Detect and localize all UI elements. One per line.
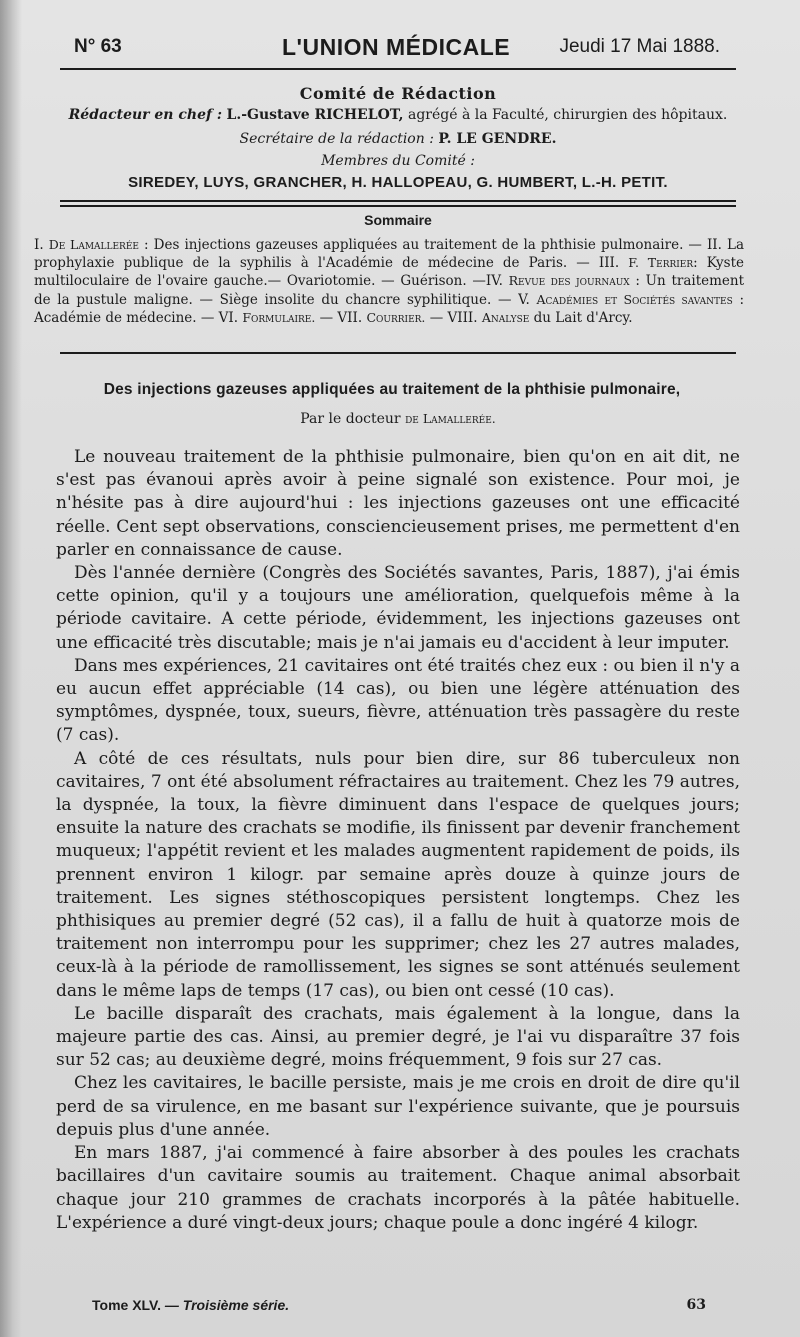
article-paragraph: En mars 1887, j'ai commencé à faire absorber à des poules les crachats bacillaires d'un cavitaire soumis au traitement. Chaque animal absorbait chaque jour 210 grammes de crachats incorporés à la pâtée habituelle. L'expérience a duré vingt-deux jours; chaque poule a donc ingéré 4 kilogr. [56, 1143, 740, 1233]
page-edge-shadow [0, 0, 22, 1337]
byline-prefix: Par le docteur [300, 411, 401, 427]
committee-members-label: Membres du Comité : [321, 153, 475, 169]
committee-members-names: SIREDEY, LUYS, GRANCHER, H. HALLOPEAU, G. HUMBERT, L.-H. PETIT. [128, 174, 668, 191]
committee-rule-2 [60, 205, 736, 207]
article-byline [56, 411, 740, 427]
article-title: Des injections gazeuses appliquées au traitement de la phthisie pulmonaire, [103, 381, 681, 398]
committee-secretary-line [56, 131, 740, 147]
summary-item-2: — II. La prophylaxie publique de la syphilis à l'Académie de médecine de Paris. [34, 237, 745, 272]
summary-item-5: — V. Académies et Sociétés savantes : Académie de médecine. [34, 291, 745, 326]
summary-item-8: — VIII. Analyse du Lait d'Arcy. [429, 309, 633, 326]
running-header [56, 36, 740, 66]
chief-label: Rédacteur en chef : [68, 107, 223, 123]
committee-chief-line [56, 107, 740, 123]
article-paragraph: Le bacille disparaît des crachats, mais également à la longue, dans la majeure partie des cas. Ainsi, au premier degré, je l'ai vu disparaître 37 fois sur 52 cas; au deuxième degré, moins fréquemment, 9 fois sur 27 cas. [56, 1003, 740, 1071]
summary-item-6: — VI. Formulaire. [200, 309, 316, 326]
issue-date: Jeudi 17 Mai 1888. [559, 36, 720, 57]
article-paragraph: A côté de ces résultats, nuls pour bien dire, sur 86 tuberculeux non cavitaires, 7 ont été absolument réfractaires au traitement. Chez les 79 autres, la dyspnée, la toux, la fièvre diminuent dans l'espace de quelques jours; ensuite la nature des crachats se modifie, ils finissent par devenir franchement muqueux; l'appétit revient et les malades augmentent rapidement de poids, ils prennent environ 1 kilogr. par semaine après douze à quinze jours de traitement. Les signes stéthoscopiques persistent longtemps. Chez les phthisiques au premier degré (52 cas), il a fallu de huit à quatorze mois de traitement non interrompu pour les supprimer; chez les 27 autres malades, ceux-là à la période de ramollissement, les signes se sont atténués seulement dans le même laps de temps (17 cas), ou bien ont cessé (10 cas). [56, 748, 740, 1001]
summary-item-1: I. De Lamallerée : Des injections gazeuses appliquées au traitement de la phthisie pulmonaire. [34, 237, 684, 253]
summary-title: Sommaire [364, 212, 432, 228]
summary-body [34, 236, 744, 327]
chief-description: agrégé à la Faculté, chirurgien des hôpitaux. [407, 107, 728, 123]
issue-number: N° 63 [74, 36, 122, 57]
secretary-label: Secrétaire de la rédaction : [239, 131, 434, 147]
article-paragraph: Le nouveau traitement de la phthisie pulmonaire, bien qu'on en ait dit, ne s'est pas évanoui après avoir à peine signalé son existence. Pour moi, je n'hésite pas à dire aujourd'hui : les injections gazeuses ont une efficacité réelle. Cent sept observations, consciencieusement prises, me permettent d'en parler en connaissance de cause. [56, 447, 740, 560]
page-number: 63 [686, 1297, 706, 1313]
journal-title: L'UNION MÉDICALE [282, 34, 511, 60]
summary-item-7: — VII. Courrier. [319, 309, 426, 326]
footer-series: — Troisième série. [164, 1297, 290, 1313]
summary-item-3: — III. F. Terrier: Kyste multiloculaire de l'ovaire gauche.— Ovariotomie. — Guérison. [34, 255, 745, 290]
article-paragraph: Chez les cavitaires, le bacille persiste, mais je me crois en droit de dire qu'il perd de sa virulence, en me basant sur l'expérience suivante, que je poursuis depuis plus d'une année. [56, 1073, 740, 1140]
article-paragraph: Dans mes expériences, 21 cavitaires ont été traités chez eux : ou bien il n'y a eu aucun effet appréciable (14 cas), ou bien une légère atténuation des symptômes, dyspnée, toux, sueurs, fièvre, atténuation très passagère du reste (7 cas). [56, 655, 740, 746]
committee-rule-1 [60, 200, 736, 202]
footer-volume: Tome XLV. — Troisième série. [92, 1297, 290, 1313]
summary-rule [60, 352, 736, 354]
chief-name: L.-Gustave RICHELOT, [226, 107, 404, 123]
summary-item-4: —IV. Revue des journaux : Un traitement de la pustule maligne. — Siège insolite du chancre syphilitique. [34, 273, 745, 308]
secretary-name: P. LE GENDRE. [438, 131, 557, 147]
article-paragraph: Dès l'année dernière (Congrès des Sociétés savantes, Paris, 1887), j'ai émis cette opinion, qu'il y a toujours une amélioration, quelquefois même à la période cavitaire. A cette période, évidemment, les injections gazeuses ont une efficacité très discutable; mais je n'ai jamais eu d'accident à leur imputer. [56, 563, 740, 653]
page-footer [56, 1297, 740, 1319]
header-rule [60, 68, 736, 70]
article-body [56, 446, 740, 1235]
byline-author: de Lamallerée. [405, 411, 496, 426]
committee-title: Comité de Rédaction [299, 84, 497, 103]
